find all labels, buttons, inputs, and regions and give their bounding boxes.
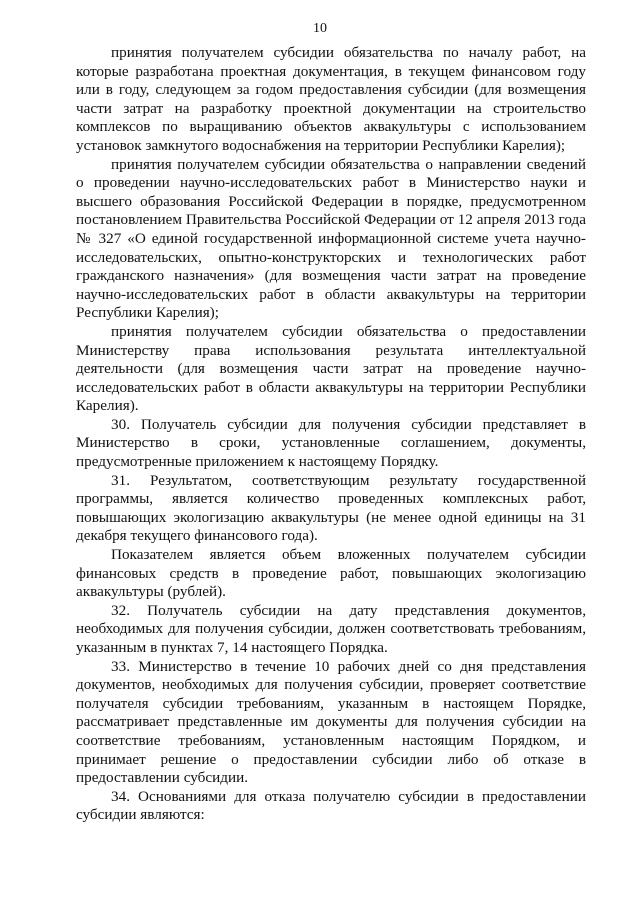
paragraph-33: 33. Министерство в течение 10 рабочих дней со дня представления документов, необходимых для получения субсидии, проверяет соответствие получателя субсидии требованиям, указанным в настоящем Порядке, рассматривает представленные им документы для получения субсидии на соответствие требованиям, установленным настоящим Порядком, и принимает решение о предоставлении субсидии либо об отказе в предоставлении субсидии. (76, 657, 586, 787)
paragraph-31: 31. Результатом, соответствующим результату государственной программы, является количество проведенных комплексных работ, повышающих экологизацию аквакультуры (не менее одной единицы на 31 декабря текущего финансового года). (76, 471, 586, 545)
paragraph-30: 30. Получатель субсидии для получения субсидии представляет в Министерство в сроки, установленные соглашением, документы, предусмотренные приложением к настоящему Порядку. (76, 415, 586, 471)
paragraph-indicator: Показателем является объем вложенных получателем субсидии финансовых средств в проведение работ, повышающих экологизацию аквакультуры (рублей). (76, 546, 586, 601)
paragraph-34: 34. Основаниями для отказа получателю субсидии в предоставлении субсидии являются: (76, 787, 586, 824)
document-body (76, 44, 586, 825)
page-number: 10 (313, 21, 327, 36)
paragraph-obligation-start-works: принятия получателем субсидии обязательства по началу работ, на которые разработана проектная документация, в текущем финансовом году или в году, следующем за годом предоставления субсидии (для возмещения части затрат на разработку проектной документации на строительство комплексов по выращиванию объектов аквакультуры с использованием установок замкнутого водоснабжения на территории Республики Карелия); (76, 44, 586, 154)
paragraph-obligation-research-info: принятия получателем субсидии обязательства о направлении сведений о проведении научно-исследовательских работ в Министерство науки и высшего образования Российской Федерации в порядке, предусмотренном постановлением Правительства Российской Федерации от 12 апреля 2013 года № 327 «О единой государственной информационной системе учета научно-исследовательских, опытно-конструкторских и технологических работ гражданского назначения» (для возмещения части затрат на проведение научно-исследовательских работ в области аквакультуры на территории Республики Карелия); (76, 155, 586, 322)
paragraph-32: 32. Получатель субсидии на дату представления документов, необходимых для получения субсидии, должен соответствовать требованиям, указанным в пунктах 7, 14 настоящего Порядка. (76, 601, 586, 656)
paragraph-obligation-ip-rights: принятия получателем субсидии обязательства о предоставлении Министерству права использования результата интеллектуальной деятельности (для возмещения части затрат на проведение научно-исследовательских работ в области аквакультуры на территории Республики Карелия). (76, 322, 586, 415)
